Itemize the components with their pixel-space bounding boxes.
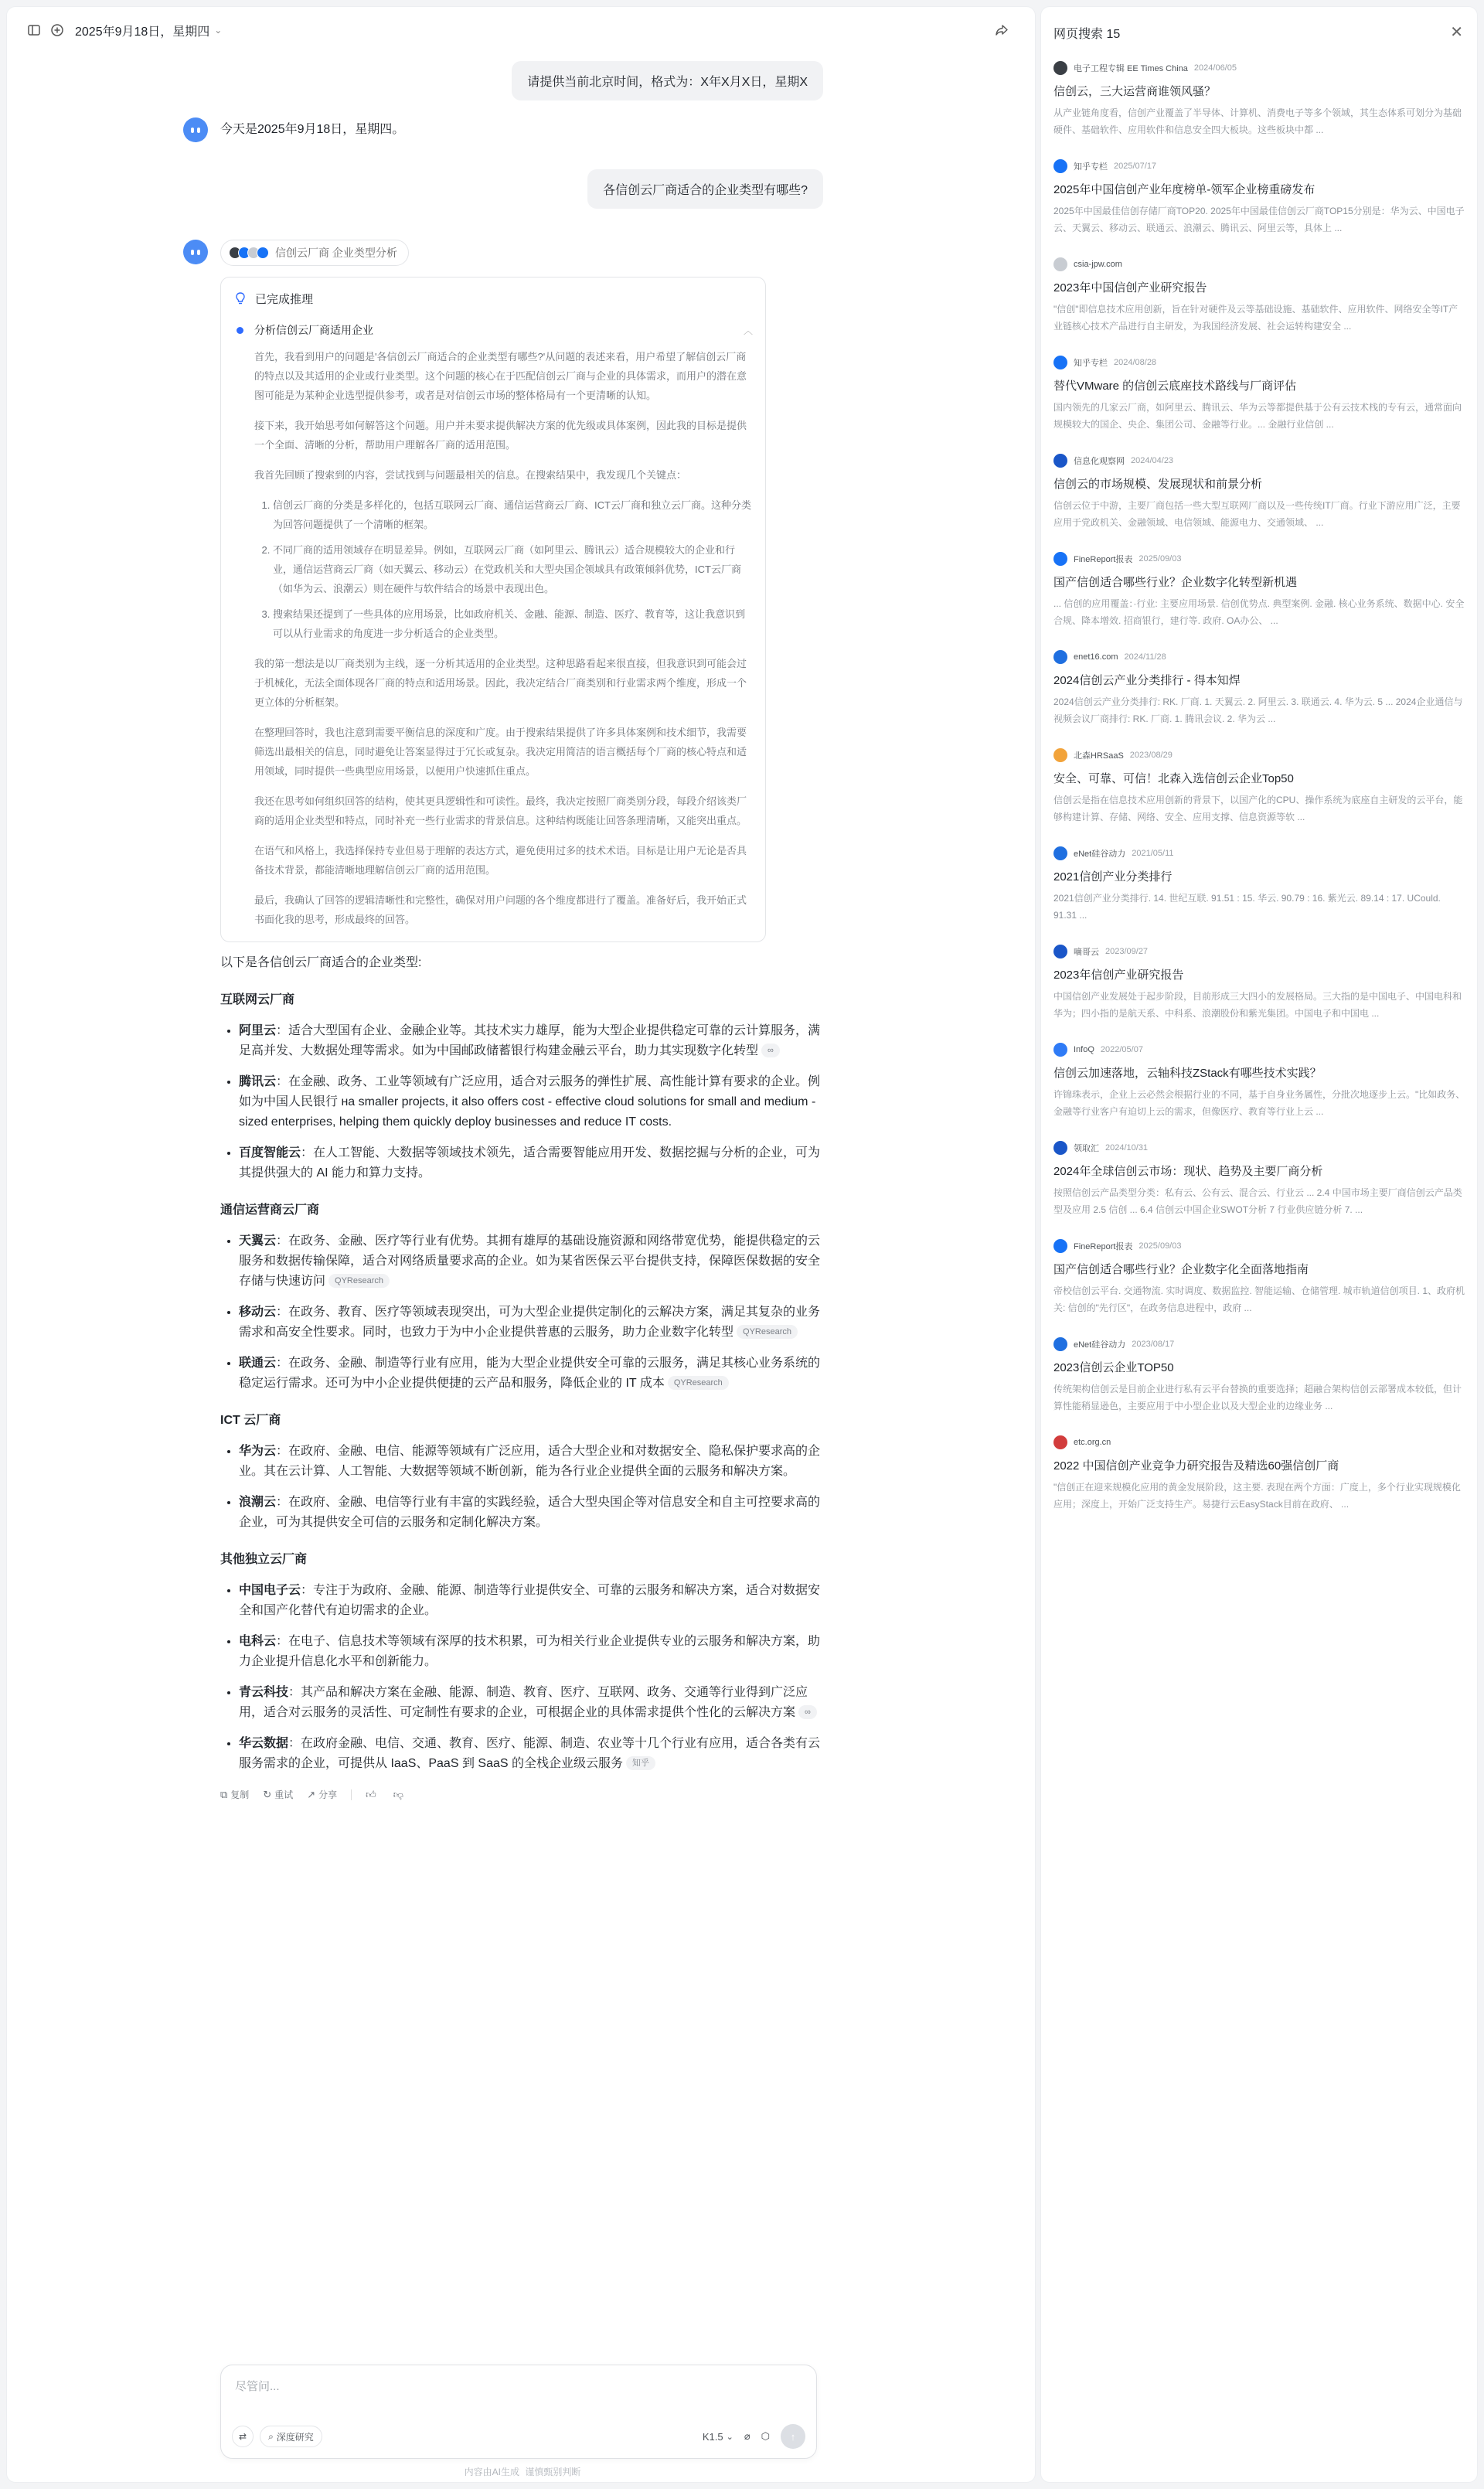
citation-chip[interactable]: ∞: [761, 1044, 780, 1057]
vendor-item: [239, 1493, 823, 1533]
thumbs-up-button[interactable]: [366, 1789, 380, 1801]
assistant-avatar: [183, 240, 208, 264]
site-favicon-icon: [1053, 748, 1067, 762]
source-site: 北森HRSaaS: [1074, 751, 1124, 761]
vendor-description: ：适合大型国有企业、金融企业等。其技术实力雄厚，能为大型企业提供稳定可靠的云计算服务，满足高并发、大数据处理等需求。如为中国邮政储蓄银行构建金融云平台，助力其实现数字化转型: [239, 1024, 821, 1057]
source-site: eNet硅谷动力: [1074, 850, 1126, 859]
new-chat-icon[interactable]: [46, 19, 69, 42]
citation-chip[interactable]: 知乎: [626, 1756, 655, 1770]
source-snippet: 信创云是指在信息技术应用创新的背景下，以国产化的CPU、操作系统为底座自主研发的云平台，能够构建计算、存储、网络、安全、应用支撑、信息资源等软 ...: [1053, 795, 1463, 822]
source-title[interactable]: 2025年中国信创产业年度榜单-领军企业榜重磅发布: [1053, 183, 1316, 196]
source-title[interactable]: 2021信创产业分类排行: [1053, 870, 1173, 884]
source-snippet: "信创"即信息技术应用创新，旨在针对硬件及云等基础设施、基础软件、应用软件、网络安全等IT产业链核心技术产品进行自主研发，为我国经济发展、社会运转构建安全 ...: [1053, 304, 1458, 332]
source-snippet: ... 信创的应用覆盖：·行业: 主要应用场景. 信创优势点. 典型案例. 金融. 核心业务系统、数据中心. 安全合规、降本增效. 招商银行，建行等. 政府. OA办公、 ...: [1053, 598, 1465, 626]
vendor-description: ：在政府、金融、电信等行业有丰富的实践经验，适合大型央国企等对信息安全和自主可控要求高的企业，可为其提供安全可信的云服务和定制化解决方案。: [239, 1496, 821, 1529]
vendor-name: 中国电子云: [239, 1584, 301, 1597]
section-heading: 通信运营商云厂商: [220, 1204, 320, 1217]
reasoning-list-item: 3. 搜索结果还提到了一些具体的应用场景，比如政府机关、金融、能源、制造、医疗、教育等，这让我意识到可以从行业需求的角度进一步分析适合的企业类型。: [273, 604, 753, 643]
assistant-message-text: 今天是2025年9月18日，星期四。: [220, 123, 405, 136]
refresh-icon: ↻: [263, 1788, 272, 1800]
source-snippet: 帝校信创云平台. 交通物流. 实时调度、数据监控. 智能运输、仓储管理. 城市轨道信创项目. 1、政府机关: 信创的"先行区"，在政务信息进程中，政府 ...: [1053, 1285, 1465, 1313]
vendor-list: [220, 1581, 823, 1774]
copy-label: 复制: [230, 1789, 250, 1800]
reasoning-paragraph: 首先，我看到用户的问题是'各信创云厂商适合的企业类型有哪些?'从问题的表述来看，用户希望了解信创云厂商的特点以及其适用的企业或行业类型。这个问题的核心在于匹配信创云厂商与企业的具体需求，而用户的潜在意图可能是为某种企业选型提供参考，或者是对信创云市场的整体格局有一个更清晰的认知。: [254, 351, 747, 401]
site-favicon-icon: [1053, 552, 1067, 566]
vendor-name: 阿里云: [239, 1024, 277, 1037]
source-meta: [1053, 61, 1466, 75]
source-date: 2024/10/31: [1105, 1143, 1149, 1153]
vendor-item: [239, 1632, 823, 1672]
reasoning-panel: [220, 277, 766, 942]
share-button[interactable]: [307, 1788, 337, 1801]
source-site: 信息化观察网: [1074, 457, 1125, 466]
vendor-item: [239, 1442, 823, 1482]
assistant-message: [220, 117, 823, 140]
vendor-list: [220, 1021, 823, 1183]
share-label: 分享: [318, 1789, 338, 1800]
vendor-name: 青云科技: [239, 1686, 289, 1699]
site-favicon-icon: [1053, 1435, 1067, 1449]
thumbs-down-button[interactable]: [393, 1789, 407, 1801]
copy-button[interactable]: [220, 1788, 249, 1801]
site-favicon-icon: [1053, 1043, 1067, 1057]
disclaimer-right: 谨慎甄别判断: [525, 2467, 581, 2477]
share-icon: ↗: [307, 1788, 316, 1800]
reasoning-text: [254, 347, 753, 929]
source-snippet: 2024信创云产业分类排行: RK. 厂商. 1. 天翼云. 2. 阿里云. 3. 联通云. 4. 华为云. 5 ... 2024企业通信与视频会议厂商排行: RK. 厂商. 1. 腾讯会议. 2. 华为云 ...: [1053, 696, 1463, 724]
site-favicon-icon: [1053, 846, 1067, 860]
site-favicon-icon: [1053, 257, 1067, 271]
source-card[interactable]: [1053, 945, 1466, 1043]
source-meta: [1053, 1043, 1466, 1057]
composer-left-tools: [232, 2426, 328, 2447]
vendor-description: ：在政务、金融、制造等行业有应用，能为大型企业提供安全可靠的云服务，满足其核心业务系统的稳定运行需求。还可为中小企业提供便捷的云产品和服务，降低企业的 IT 成本: [239, 1357, 821, 1390]
source-date: 2022/05/07: [1100, 1045, 1143, 1054]
site-favicon-icon: [1053, 1141, 1067, 1155]
source-card[interactable]: [1053, 846, 1466, 945]
attach-icon[interactable]: ⌀: [744, 2430, 751, 2442]
conversation: [220, 53, 823, 1801]
source-title[interactable]: 国产信创适合哪些行业？企业数字化全面落地指南: [1053, 1263, 1309, 1276]
reasoning-step[interactable]: [233, 322, 753, 338]
source-title[interactable]: 安全、可靠、可信！北森入选信创云企业Top50: [1053, 772, 1294, 785]
source-site: InfoQ: [1074, 1045, 1094, 1054]
source-site: eNet硅谷动力: [1074, 1340, 1126, 1350]
source-site: enet16.com: [1074, 652, 1118, 662]
source-meta: [1053, 945, 1466, 958]
source-date: 2024/11/28: [1124, 652, 1166, 662]
source-title[interactable]: 国产信创适合哪些行业？企业数字化转型新机遇: [1053, 576, 1298, 589]
tools-toggle-button[interactable]: [232, 2426, 254, 2447]
source-title[interactable]: 信创云的市场规模、发展现状和前景分析: [1053, 478, 1263, 491]
thumbs-down-icon: 👎︎: [393, 1788, 403, 1800]
source-site: FineReport报表: [1074, 1242, 1133, 1251]
vendor-name: 联通云: [239, 1357, 277, 1370]
source-snippet: 2025年中国最佳信创存储厂商TOP20. 2025年中国最佳信创云厂商TOP15分别是：华为云、中国电子云、天翼云、移动云、联通云、浪潮云、腾讯云、阿里云等，具体上 ...: [1053, 206, 1465, 233]
source-card[interactable]: [1053, 61, 1466, 159]
vendor-name: 浪潮云: [239, 1496, 277, 1509]
source-date: 2023/08/29: [1129, 751, 1173, 760]
source-meta: [1053, 650, 1466, 664]
vendor-item: [239, 1231, 823, 1292]
search-chip-label: 信创云厂商 企业类型分析: [275, 247, 397, 259]
disclaimer-left: 内容由AI生成: [464, 2467, 519, 2477]
site-favicon-icon: [1053, 1337, 1067, 1351]
vendor-item: [239, 1021, 823, 1061]
site-favicon-icon: [1053, 356, 1067, 369]
source-site: etc.org.cn: [1074, 1438, 1111, 1447]
source-snippet: 信创云位于中游，主要厂商包括一些大型互联网厂商以及一些传统IT厂商。行业下游应用广泛，主要应用于党政机关、金融领域、电信领域、能源电力、交通领域、 ...: [1053, 500, 1461, 528]
message-actions: [220, 1788, 823, 1801]
share-icon[interactable]: [990, 19, 1013, 42]
vendor-description: ：在政务、教育、医疗等领域表现突出，可为大型企业提供定制化的云解决方案，满足其复杂的业务需求和高安全性要求。同时，也致力于为中小企业提供普惠的云服务，助力企业数字化转型: [239, 1306, 821, 1339]
top-bar: [7, 7, 1035, 53]
model-selector[interactable]: K1.5: [702, 2430, 723, 2443]
source-card[interactable]: [1053, 650, 1466, 748]
reasoning-list: [254, 495, 753, 643]
reasoning-paragraph: 在语气和风格上，我选择保持专业但易于理解的表达方式，避免使用过多的技术术语。目标是让用户无论是否具备技术背景，都能清晰地理解信创云厂商的适用范围。: [254, 845, 747, 876]
source-date: 2021/05/11: [1132, 849, 1174, 858]
source-card[interactable]: [1053, 748, 1466, 846]
source-card[interactable]: [1053, 1141, 1466, 1239]
user-message-text: 各信创云厂商适合的企业类型有哪些?: [587, 169, 823, 209]
source-title[interactable]: 2022 中国信创产业竞争力研究报告及精选60强信创厂商: [1053, 1459, 1339, 1473]
deep-research-button[interactable]: [260, 2426, 322, 2447]
source-card[interactable]: [1053, 1043, 1466, 1141]
source-meta: [1053, 552, 1466, 566]
vendor-item: [239, 1734, 823, 1774]
deep-research-icon: ⌕: [268, 2430, 274, 2442]
reasoning-paragraph: 我的第一想法是以厂商类别为主线，逐一分析其适用的企业类型。这种思路看起来很直接，但我意识到可能会过于机械化，无法全面体现各厂商的特点和适用场景。因此，我决定结合厂商类别和行业需求两个维度，形成一个更立体的分析框架。: [254, 658, 747, 708]
source-title[interactable]: 替代VMware 的信创云底座技术路线与厂商评估: [1053, 380, 1297, 393]
vendor-name: 腾讯云: [239, 1075, 277, 1088]
source-snippet: 国内领先的几家云厂商，如阿里云、腾讯云、华为云等都提供基于公有云技术栈的专有云，通常面向规模较大的国企、央企、集团公司、金融等行业。... 金融行业信创 ...: [1053, 402, 1462, 430]
section-heading: 互联网云厂商: [220, 993, 295, 1006]
sources-panel: [1040, 6, 1478, 2483]
step-dot: [237, 327, 243, 334]
source-meta: [1053, 1141, 1466, 1155]
source-date: 2024/08/28: [1114, 358, 1157, 367]
user-message-text: 请提供当前北京时间，格式为：X年X月X日，星期X: [512, 61, 823, 100]
vendor-name: 电科云: [239, 1635, 277, 1648]
source-meta: [1053, 1337, 1466, 1351]
plugin-icon[interactable]: ⬡: [761, 2430, 770, 2442]
vendor-name: 华为云: [239, 1445, 277, 1458]
source-title[interactable]: 2024年全球信创云市场：现状、趋势及主要厂商分析: [1053, 1165, 1323, 1178]
vendor-item: [239, 1353, 823, 1394]
source-card[interactable]: [1053, 454, 1466, 552]
sources-list: [1053, 61, 1466, 1534]
source-meta: [1053, 748, 1466, 762]
vendor-item: [239, 1072, 823, 1132]
source-meta: [1053, 257, 1466, 271]
vendor-name: 天翼云: [239, 1234, 277, 1248]
vendor-item: [239, 1683, 823, 1723]
reasoning-header[interactable]: [233, 288, 753, 308]
retry-label: 重试: [274, 1789, 294, 1800]
vendor-description: ：在政府金融、电信、交通、教育、医疗、能源、制造、农业等十几个行业有应用，适合各类有云服务需求的企业，可提供从 IaaS、PaaS 到 SaaS 的全栈企业级云服务: [239, 1737, 821, 1770]
source-site: 电子工程专辑 EE Times China: [1074, 64, 1188, 73]
deep-research-label: 深度研究: [276, 2431, 314, 2443]
composer-right-tools: [703, 2424, 805, 2449]
source-title[interactable]: 2023信创云企业TOP50: [1053, 1361, 1174, 1374]
assistant-avatar: [183, 117, 208, 142]
source-title[interactable]: 2023年信创产业研究报告: [1053, 969, 1184, 982]
vendor-description: ：专注于为政府、金融、能源、制造等行业提供安全、可靠的云服务和解决方案，适合对数据安全和国产化替代有迫切需求的企业。: [239, 1584, 821, 1617]
source-meta: [1053, 1435, 1466, 1449]
site-favicon-icon: [1053, 61, 1067, 75]
source-site: 领取汇: [1074, 1144, 1099, 1153]
lightbulb-icon: [233, 291, 247, 305]
section-heading: ICT 云厂商: [220, 1414, 281, 1427]
chat-pane: [6, 6, 1036, 2483]
chevron-down-icon[interactable]: ⌄: [214, 25, 223, 36]
chat-title[interactable]: 2025年9月18日，星期四: [75, 25, 210, 39]
reasoning-paragraph: 在整理回答时，我也注意到需要平衡信息的深度和广度。由于搜索结果提供了许多具体案例和技术细节，我需要筛选出最相关的信息，同时避免让答案显得过于冗长或复杂。我决定用简洁的语言概括每个厂商的核心特点和适用领域，同时提供一些典型应用场景，以便用户快速抓住重点。: [254, 727, 747, 777]
chevron-down-icon[interactable]: ⌄: [726, 2432, 733, 2442]
source-date: 2024/04/23: [1131, 456, 1174, 465]
close-icon[interactable]: ✕: [1450, 24, 1463, 41]
source-snippet: 许锦珠表示，企业上云必然会根据行业的不同，基于自身业务属性，分批次地逐步上云。"比如政务、金融等行业客户有迫切上云的需求，但像医疗、教育等行业上云 ...: [1053, 1089, 1465, 1117]
reasoning-paragraph: 接下来，我开始思考如何解答这个问题。用户并未要求提供解决方案的优先级或具体案例，因此我的目标是提供一个全面、清晰的分析，帮助用户理解各厂商的适用范围。: [254, 420, 747, 451]
source-title[interactable]: 2023年中国信创产业研究报告: [1053, 281, 1207, 295]
source-title[interactable]: 信创云加速落地，云轴科技ZStack有哪些技术实践？: [1053, 1067, 1322, 1080]
source-card[interactable]: [1053, 257, 1466, 356]
source-snippet: 传统架构信创云是目前企业进行私有云平台替换的重要选择；超融合架构信创云部署成本较低，但计算性能稍显逊色，主要应用于中小型企业以及大型企业的边缘业务 ...: [1053, 1384, 1462, 1411]
swap-icon: ⇄: [239, 2431, 247, 2442]
vendor-name: 移动云: [239, 1306, 277, 1319]
search-sources-chip[interactable]: [220, 240, 409, 266]
vendor-description: ：在电子、信息技术等领域有深厚的技术积累，可为相关行业企业提供专业的云服务和解决方案，助力企业提升信息化水平和创新能力。: [239, 1635, 821, 1668]
source-snippet: 中国信创产业发展处于起步阶段，目前形成三大四小的发展格局。三大指的是中国电子、中国电科和华为；四小指的是航天系、中科系、浪潮股份和紫光集团。中国电子和中国电 ...: [1053, 991, 1462, 1019]
source-site: 嘀哥云: [1074, 948, 1099, 957]
vendor-item: [239, 1581, 823, 1621]
answer-body: [220, 953, 823, 1774]
source-date: 2025/09/03: [1139, 1241, 1182, 1251]
retry-button[interactable]: [263, 1788, 293, 1801]
vendor-description: ：在政务、金融、医疗等行业有优势。其拥有雄厚的基础设施资源和网络带宽优势，能提供稳定的云服务和数据传输保障，适合对网络质量要求高的企业。如为某省医保云平台提供支持，保障医保数据的安全存储与快速访问: [239, 1234, 821, 1288]
source-site: csia-jpw.com: [1074, 260, 1122, 269]
source-meta: [1053, 1239, 1466, 1253]
ai-disclaimer: [7, 2465, 1035, 2478]
arrow-up-icon: ↑: [790, 2430, 796, 2443]
reasoning-paragraph: 我首先回顾了搜索到的内容，尝试找到与问题最相关的信息。在搜索结果中，我发现几个关键点：: [254, 469, 687, 481]
vendor-name: 华云数据: [239, 1737, 289, 1750]
source-card[interactable]: [1053, 1435, 1466, 1534]
source-meta: [1053, 159, 1466, 173]
site-favicon-icon: [1053, 159, 1067, 173]
reasoning-list-item: 1. 信创云厂商的分类是多样化的，包括互联网云厂商、通信运营商云厂商、ICT云厂商和独立云厂商。这种分类为回答问题提供了一个清晰的框架。: [273, 495, 753, 534]
assistant-message: [220, 240, 823, 1801]
source-snippet: 从产业链角度看，信创产业覆盖了半导体、计算机、消费电子等多个领域，其生态体系可划分为基础硬件、基础软件、应用软件和信息安全四大板块。这些板块中都 ...: [1053, 107, 1462, 135]
citation-chip[interactable]: QYResearch: [737, 1325, 798, 1339]
vendor-list: [220, 1231, 823, 1394]
source-title[interactable]: 信创云，三大运营商谁领风骚？: [1053, 85, 1217, 98]
composer-placeholder[interactable]: 尽管问...: [235, 2380, 280, 2393]
source-date: 2024/06/05: [1193, 63, 1237, 73]
reasoning-status: 已完成推理: [255, 292, 314, 306]
source-date: 2025/09/03: [1139, 554, 1182, 564]
vendor-description: ：其产品和解决方案在金融、能源、制造、教育、医疗、互联网、政务、交通等行业得到广泛应用，适合对云服务的灵活性、可定制性有要求的企业，可根据企业的具体需求提供个性化的云解决方案: [239, 1686, 808, 1719]
source-title[interactable]: 2024信创云产业分类排行 - 得本知焊: [1053, 674, 1241, 687]
source-card[interactable]: [1053, 159, 1466, 257]
reasoning-list-item: 2. 不同厂商的适用领域存在明显差异。例如，互联网云厂商（如阿里云、腾讯云）适合规模较大的企业和行业，通信运营商云厂商（如天翼云、移动云）在党政机关和大型央国企领域具有政策倾斜优势，ICT云厂商（如华为云、浪潮云）则在硬件与软件结合的场景中表现出色。: [273, 540, 753, 598]
source-snippet: 2021信创产业分类排行. 14. 世纪互联. 91.51 : 15. 华云. 90.79 : 16. 紫光云. 89.14 : 17. UCould. 91.31 ...: [1053, 893, 1441, 921]
message-composer[interactable]: [220, 2365, 817, 2459]
answer-intro: 以下是各信创云厂商适合的企业类型:: [220, 956, 422, 969]
vendor-description: ：在金融、政务、工业等领域有广泛应用，适合对云服务的弹性扩展、高性能计算有要求的企业。例如为中国人民银行 на smaller projects, it also offers cost - effective cloud solutions for small and medium - sized enterprises, helping them quickly deploy businesses and reduce IT costs.: [239, 1075, 821, 1129]
user-message: [220, 61, 823, 100]
source-snippet: 按照信创云产品类型分类：私有云、公有云、混合云、行业云 ... 2.4 中国市场主要厂商信创云产品类型及应用 2.5 信创 ... 6.4 信创云中国企业SWOT分析 7 行业供应链分析 7. ...: [1053, 1187, 1462, 1215]
copy-icon: ⧉: [220, 1788, 228, 1800]
vendor-item: [239, 1302, 823, 1343]
vendor-list: [220, 1442, 823, 1533]
vendor-description: ：在政府、金融、电信、能源等领域有广泛应用，适合大型企业和对数据安全、隐私保护要求高的企业。其在云计算、人工智能、大数据等领域不断创新，能为各行业企业提供全面的云服务和解决方案。: [239, 1445, 821, 1478]
site-favicon-icon: [1053, 454, 1067, 468]
site-favicon-icon: [1053, 1239, 1067, 1253]
citation-chip[interactable]: QYResearch: [668, 1376, 729, 1390]
sources-header: 网页搜索 15: [1053, 28, 1121, 41]
source-meta: [1053, 356, 1466, 369]
source-site: FineReport报表: [1074, 555, 1133, 564]
citation-chip[interactable]: QYResearch: [328, 1274, 390, 1288]
site-favicon-icon: [1053, 945, 1067, 958]
vendor-description: ：在人工智能、大数据等领域技术领先，适合需要智能应用开发、数据挖掘与分析的企业，可为其提供强大的 AI 能力和算力支持。: [239, 1146, 821, 1180]
source-site: 知乎专栏: [1074, 359, 1108, 368]
vendor-item: [239, 1143, 823, 1183]
source-snippet: "信创正在迎来规模化应用的黄金发展阶段，这主要. 表现在两个方面：广度上，多个行业实现规模化应用；深度上，开始广泛支持生产。易捷行云EasyStack目前在政府、 ...: [1053, 1482, 1461, 1510]
source-meta: [1053, 454, 1466, 468]
citation-chip[interactable]: ∞: [798, 1705, 817, 1719]
site-favicon-icon: [1053, 650, 1067, 664]
divider: [351, 1789, 352, 1800]
source-date: 2023/08/17: [1132, 1340, 1175, 1349]
send-button[interactable]: [781, 2424, 805, 2449]
user-message: [220, 169, 823, 209]
source-card[interactable]: [1053, 356, 1466, 454]
source-card[interactable]: [1053, 1239, 1466, 1337]
source-favicons: [229, 247, 269, 259]
chevron-up-icon[interactable]: ︿: [743, 325, 753, 336]
vendor-name: 百度智能云: [239, 1146, 301, 1159]
reasoning-step-title: 分析信创云厂商适用企业: [254, 324, 373, 336]
source-date: 2025/07/17: [1114, 162, 1157, 171]
section-heading: 其他独立云厂商: [220, 1553, 308, 1566]
sidebar-toggle-icon[interactable]: [22, 19, 46, 42]
reasoning-paragraph: 最后，我确认了回答的逻辑清晰性和完整性，确保对用户问题的各个维度都进行了覆盖。准备好后，我开始正式书面化我的思考，形成最终的回答。: [254, 894, 747, 925]
source-meta: [1053, 846, 1466, 860]
source-date: 2023/09/27: [1105, 947, 1149, 956]
source-card[interactable]: [1053, 552, 1466, 650]
reasoning-paragraph: 我还在思考如何组织回答的结构，使其更具逻辑性和可读性。最终，我决定按照厂商类别分段，每段介绍该类厂商的适用企业类型和特点，同时补充一些行业需求的背景信息。这种结构既能让回答条理清晰，又能突出重点。: [254, 795, 747, 826]
thumbs-up-icon: 👍︎: [366, 1788, 376, 1800]
source-card[interactable]: [1053, 1337, 1466, 1435]
source-site: 知乎专栏: [1074, 162, 1108, 172]
